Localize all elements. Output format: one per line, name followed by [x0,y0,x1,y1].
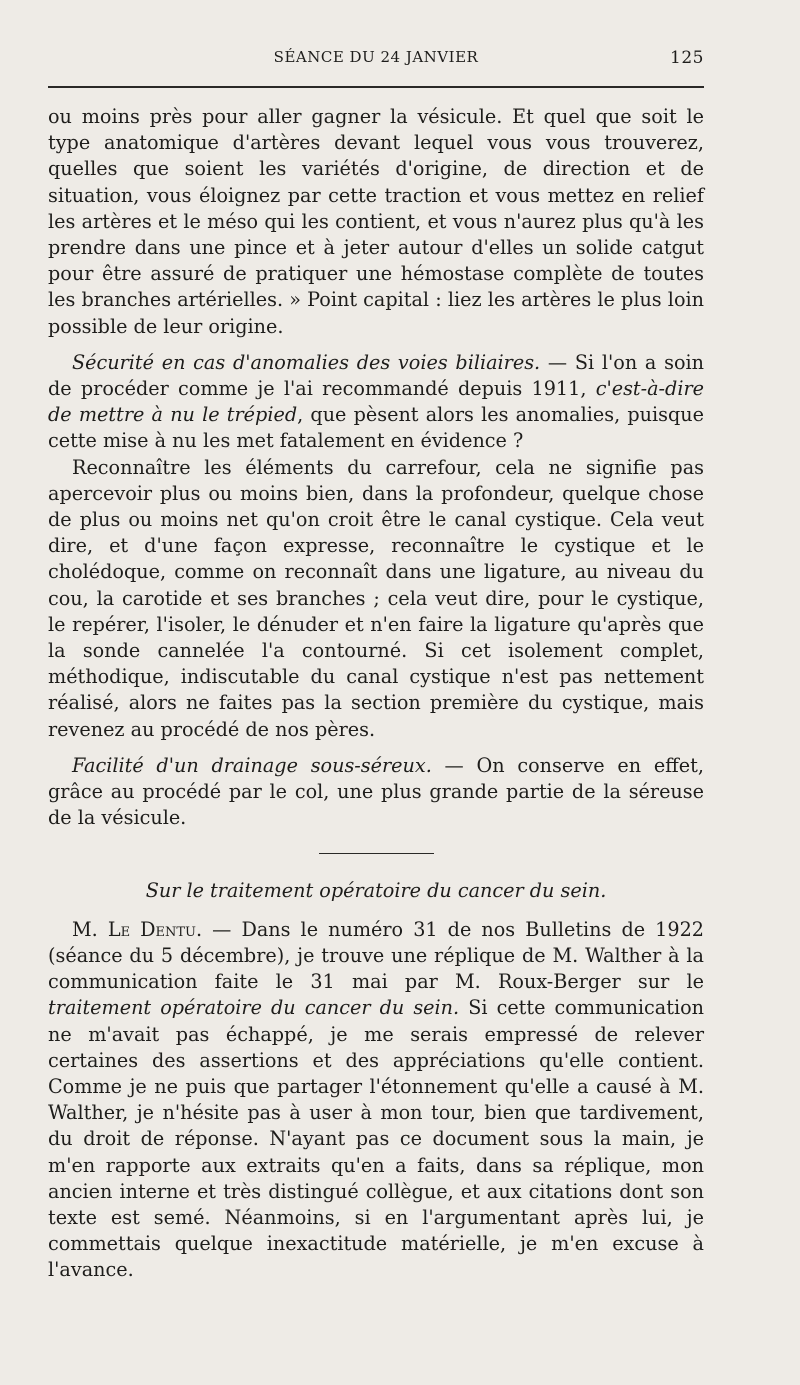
header-title: SÉANCE DU 24 JANVIER [273,48,479,66]
section-title: Sur le traitement opératoire du cancer du sein. [145,879,607,903]
page-number: 125 [670,48,704,68]
emphasis-text: c'est-à-dire de mettre à nu le trépied [48,377,704,427]
paragraph-heading-drainage: Facilité d'un drainage sous-séreux. [72,753,432,777]
header-rule [48,86,704,88]
running-header [48,48,704,70]
author-name: M. Le Dentu. [72,917,203,941]
paragraph-text: — Si l'on a soin de procéder comme je l'ai recommandé depuis 1911, [48,350,704,401]
paragraph-drainage [48,753,704,832]
section-separator [319,853,434,854]
paragraph-carrefour: Reconnaître les éléments du carrefour, cela ne signifie pas apercevoir plus ou moins bien, dans la profondeur, quelque chose de plus ou moins net qu'on croit être le canal cystique. Cela veut dire, et d'une façon expresse, reconnaître le cystique et le cholédoque, comme on reconnaît dans une ligature, au niveau du cou, la carotide et ses branches ; cela veut dire, pour le cystique, le repérer, l'isoler, le dénuder et n'en faire la ligature qu'après que la sonde cannelée l'a contourné. Si cet isolement complet, méthodique, indiscutable du canal cystique n'est pas nettement réalisé, alors ne faites pas la section première du cystique, mais revenez au procédé de nos pères. [48,455,704,741]
paragraph-text: Si cette communication ne m'avait pas échappé, je me serais empressé de relever certaines des assertions et des appréciations qu'elle contient. Comme je ne puis que partager l'étonnement qu'elle a causé à M. Walther, je n'hésite pas à user à mon tour, bien que tardivement, du droit de réponse. N'ayant pas ce document sous la main, je m'en rapporte aux extraits qu'en a faits, dans sa réplique, mon ancien interne et très distingué collègue, et aux citations dont son texte est semé. Néanmoins, si en l'argumentant après lui, je commettais quelque inexactitude matérielle, je m'en excuse à l'avance. [48,996,705,1282]
paragraph-heading-anomalies: Sécurité en cas d'anomalies des voies biliaires. [72,350,541,374]
paragraph-text: , que pèsent alors les anomalies, puisque cette mise à nu les met fatalement en évidence ? [48,403,704,453]
paragraph-text: — Dans le numéro 31 de nos Bulletins de 1922 (séance du 5 décembre), je trouve une réplique de M. Walther à la communication faite le 31 mai par M. Roux-Berger sur le [48,917,704,994]
paragraph-le-dentu [48,917,704,1284]
paragraph-text: — On conserve en effet, grâce au procédé par le col, une plus grande partie de la séreuse de la vésicule. [48,753,704,830]
paragraph-anomalies [48,350,704,455]
paragraph-continuation: ou moins près pour aller gagner la vésicule. Et quel que soit le type anatomique d'artères devant lequel vous vous trouverez, quelles que soient les variétés d'origine, de direction et de situation, vous éloignez par cette traction et vous mettez en relief les artères et le méso qui les contient, et vous n'aurez plus qu'à les prendre dans une pince et à jeter autour d'elles un solide catgut pour être assuré de pratiquer une hémostase complète de toutes les branches artérielles. » Point capital : liez les artères le plus loin possible de leur origine. [48,105,704,338]
emphasis-text: traitement opératoire du cancer du sein. [48,996,460,1020]
body-text [48,104,704,1284]
